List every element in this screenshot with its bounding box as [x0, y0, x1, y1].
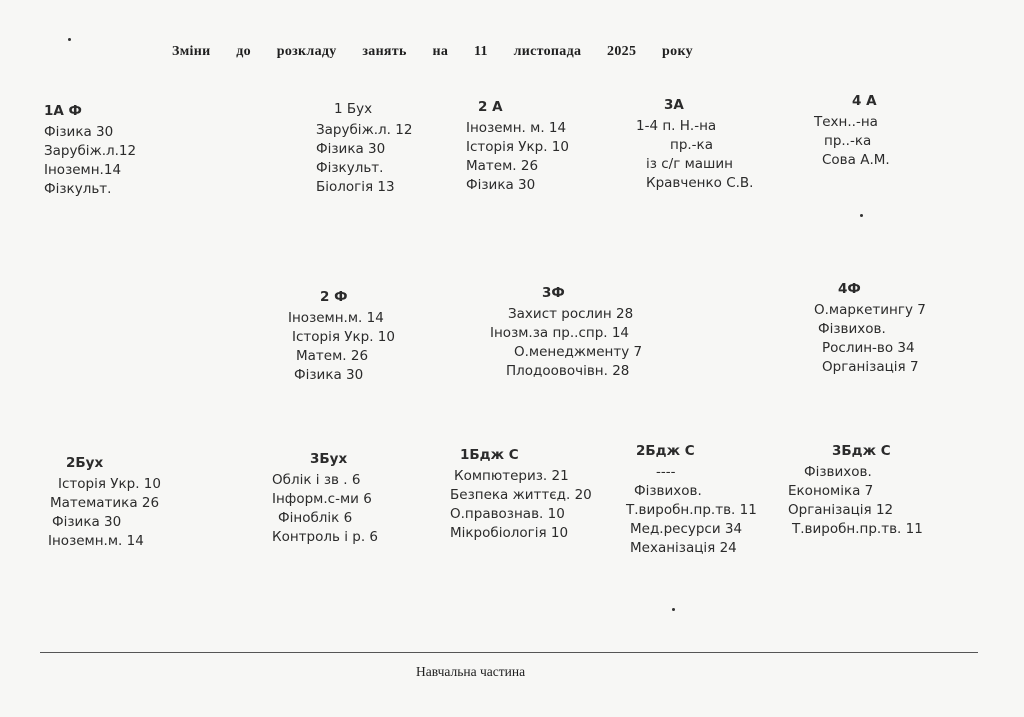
group-name: 1 Бух	[334, 101, 373, 117]
list-item: Фізика 30	[44, 124, 114, 140]
page-title: Зміни до розкладу занять на 11 листопада 2025 року	[172, 44, 693, 59]
list-item: Т.виробн.пр.тв. 11	[792, 521, 923, 537]
list-item: Фізика 30	[52, 514, 122, 530]
list-item: Організація 7	[822, 359, 919, 375]
list-item: Фізвихов.	[804, 464, 872, 480]
group-1a-f	[44, 102, 136, 199]
group-name: 3Бдж С	[832, 443, 891, 459]
group-name: 1А Ф	[44, 103, 82, 119]
list-item: Іноземн.м. 14	[48, 533, 144, 549]
group-name: 2 Ф	[320, 289, 348, 305]
list-item: Кравченко С.В.	[646, 175, 754, 191]
list-item: Іноземн.м. 14	[288, 310, 384, 326]
list-item: О.правознав. 10	[450, 506, 565, 522]
group-1bdzh-s	[450, 446, 592, 543]
scan-speck	[860, 214, 863, 217]
list-item: Облік і зв . 6	[272, 472, 361, 488]
group-name: 3Ф	[542, 285, 565, 301]
group-name: 2 А	[478, 99, 503, 115]
list-item: Безпека життєд. 20	[450, 487, 592, 503]
list-item: Сова А.М.	[822, 152, 890, 168]
group-3a	[636, 96, 753, 193]
group-1-bukh	[316, 100, 412, 197]
list-item: Біологія 13	[316, 179, 395, 195]
list-item: пр.-ка	[670, 137, 713, 153]
group-2bukh	[48, 454, 161, 551]
group-3bdzh-s	[788, 442, 923, 539]
list-item: пр..-ка	[824, 133, 872, 149]
list-item: Плодоовочівн. 28	[506, 363, 630, 379]
list-item: Рослин-во 34	[822, 340, 915, 356]
list-item: Інозм.за пр..спр. 14	[490, 325, 630, 341]
list-item: Історія Укр. 10	[58, 476, 161, 492]
list-item: Іноземн.14	[44, 162, 122, 178]
group-name: 1Бдж С	[460, 447, 519, 463]
group-2-f	[288, 288, 395, 385]
group-4-a	[814, 92, 890, 170]
list-item: Фізвихов.	[634, 483, 702, 499]
list-item: Матем. 26	[296, 348, 369, 364]
group-3bukh	[272, 450, 378, 547]
list-item: Захист рослин 28	[508, 306, 634, 322]
group-name: 4 А	[852, 93, 877, 109]
group-4f	[814, 280, 926, 377]
group-2bdzh-s	[626, 442, 757, 558]
group-3f	[490, 284, 642, 381]
scan-speck	[672, 608, 675, 611]
list-item: Фізика 30	[466, 177, 536, 193]
list-item: Фізика 30	[294, 367, 364, 383]
group-2-a	[466, 98, 569, 195]
list-item: Історія Укр. 10	[292, 329, 395, 345]
list-item: Фізкульт.	[316, 160, 384, 176]
footer-signature: Навчальна частина	[416, 664, 526, 679]
list-item: Економіка 7	[788, 483, 874, 499]
list-item: Матем. 26	[466, 158, 539, 174]
list-item: Інформ.с-ми 6	[272, 491, 372, 507]
list-item: Зарубіж.л. 12	[316, 122, 413, 138]
list-item: із с/г машин	[646, 156, 733, 172]
list-item: Математика 26	[50, 495, 160, 511]
group-name: 2Бдж С	[636, 443, 695, 459]
list-item: О.маркетингу 7	[814, 302, 926, 318]
list-item: Механізація 24	[630, 540, 737, 556]
list-item: О.менеджменту 7	[514, 344, 643, 360]
list-item: Контроль і р. 6	[272, 529, 379, 545]
list-item: 1-4 п. Н.-на	[636, 118, 717, 134]
group-name: 3Бух	[310, 451, 348, 467]
group-name: 2Бух	[66, 455, 104, 471]
list-item: ----	[656, 464, 676, 480]
list-item: Компютериз. 21	[454, 468, 569, 484]
list-item: Організація 12	[788, 502, 894, 518]
list-item: Техн..-на	[814, 114, 878, 130]
list-item: Мікробіологія 10	[450, 525, 569, 541]
scan-speck	[68, 38, 71, 41]
list-item: Історія Укр. 10	[466, 139, 569, 155]
group-name: 3А	[664, 97, 684, 113]
list-item: Фізкульт.	[44, 181, 112, 197]
list-item: Мед.ресурси 34	[630, 521, 743, 537]
list-item: Фіноблік 6	[278, 510, 353, 526]
list-item: Іноземн. м. 14	[466, 120, 567, 136]
list-item: Т.виробн.пр.тв. 11	[626, 502, 757, 518]
footer-divider	[40, 652, 978, 653]
list-item: Фізвихов.	[818, 321, 886, 337]
list-item: Зарубіж.л.12	[44, 143, 137, 159]
group-name: 4Ф	[838, 281, 861, 297]
list-item: Фізика 30	[316, 141, 386, 157]
